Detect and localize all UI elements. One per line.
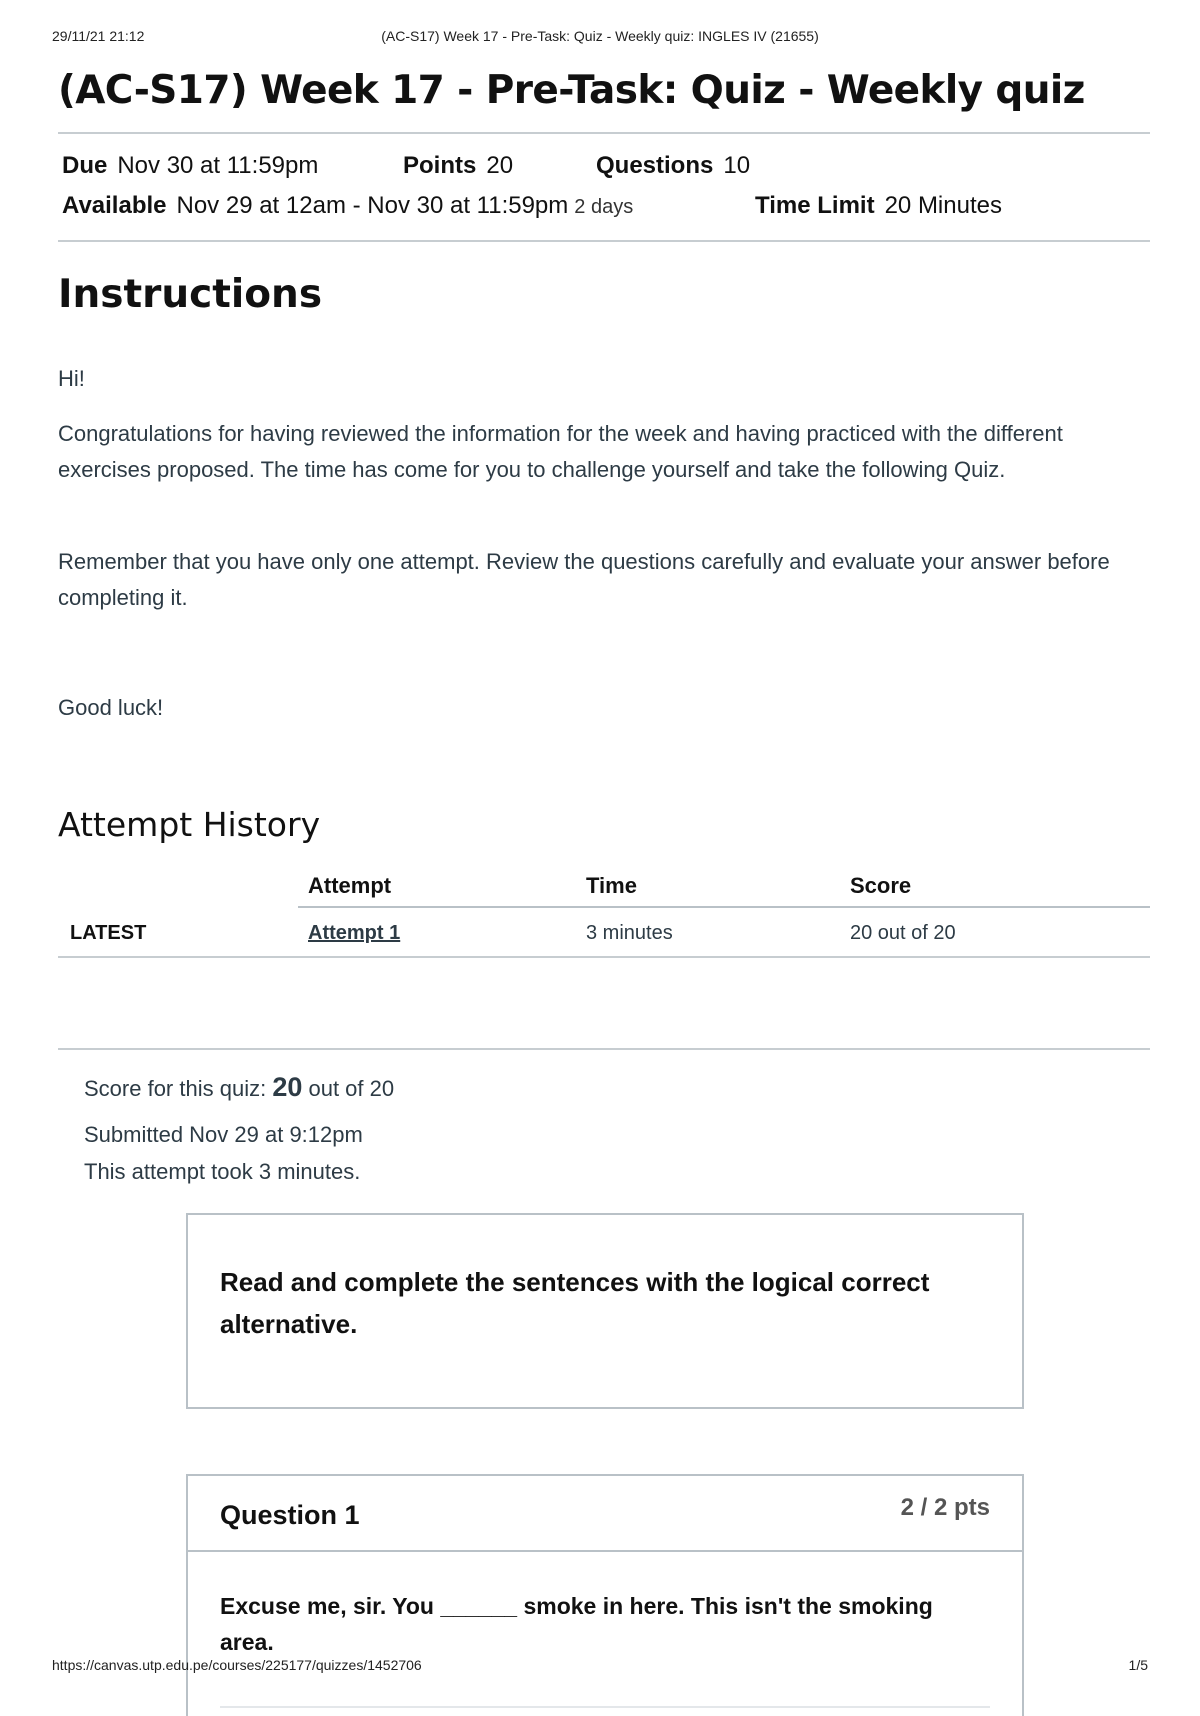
score-value: 20 xyxy=(272,1072,303,1102)
available-label: Available xyxy=(62,192,167,219)
questions-value: 10 xyxy=(723,152,751,179)
instructions-closing: Good luck! xyxy=(58,695,164,720)
row-label-latest: LATEST xyxy=(70,922,147,944)
quiz-details xyxy=(58,132,1150,242)
table-row xyxy=(58,908,1150,958)
intro-text-box xyxy=(186,1213,1024,1409)
score-suffix: out of 20 xyxy=(308,1076,395,1101)
print-date: 29/11/21 21:12 xyxy=(52,28,145,44)
time-limit-label: Time Limit xyxy=(755,192,875,219)
intro-text: Read and complete the sentences with the logical correct alternative. xyxy=(220,1267,930,1339)
print-url: https://canvas.utp.edu.pe/courses/225177/quizzes/1452706 xyxy=(52,1657,422,1673)
column-header-attempt: Attempt xyxy=(308,873,392,898)
page-number: 1/5 xyxy=(1128,1657,1148,1673)
questions-label: Questions xyxy=(596,152,714,179)
available-value: Nov 29 at 12am - Nov 30 at 11:59pm xyxy=(176,192,569,219)
time-limit xyxy=(755,192,1002,220)
attempt-history-heading: Attempt History xyxy=(58,805,321,844)
questions-count xyxy=(596,152,750,180)
question-1-text: Excuse me, sir. You ______ smoke in here. This isn't the smoking area. xyxy=(220,1593,933,1655)
column-header-time: Time xyxy=(586,873,637,898)
question-1-title: Question 1 xyxy=(220,1500,360,1530)
score-prefix: Score for this quiz: xyxy=(84,1076,267,1101)
time-limit-value: 20 Minutes xyxy=(884,192,1002,219)
attempt-history-table xyxy=(58,858,1150,958)
print-page-title: (AC-S17) Week 17 - Pre-Task: Quiz - Weekly quiz: INGLES IV (21655) xyxy=(381,28,819,44)
column-header-score: Score xyxy=(850,873,912,898)
question-1-points: 2 / 2 pts xyxy=(900,1494,990,1521)
availability xyxy=(62,192,633,220)
available-duration: 2 days xyxy=(574,196,634,218)
section-divider xyxy=(58,1048,1150,1050)
instructions-heading: Instructions xyxy=(58,272,323,317)
points-value: 20 xyxy=(486,152,514,179)
quiz-score xyxy=(84,1072,394,1103)
instructions-paragraph-2: Remember that you have only one attempt. Review the questions carefully and evaluate your answer before completing it. xyxy=(58,549,1110,610)
instructions-paragraph-1: Congratulations for having reviewed the information for the week and having practiced with the different exercises proposed. The time has come for you to challenge yourself and take the following Quiz. xyxy=(58,421,1063,482)
question-1-header xyxy=(188,1476,1022,1552)
attempt-time: 3 minutes xyxy=(586,922,673,944)
attempt-duration: This attempt took 3 minutes. xyxy=(84,1159,361,1184)
submitted-time: Submitted Nov 29 at 9:12pm xyxy=(84,1122,363,1147)
instructions-greeting: Hi! xyxy=(58,366,85,391)
question-1-card xyxy=(186,1474,1024,1716)
attempt-score: 20 out of 20 xyxy=(850,922,956,944)
page-title: (AC-S17) Week 17 - Pre-Task: Quiz - Weekly quiz xyxy=(58,68,1085,113)
attempt-1-link[interactable]: Attempt 1 xyxy=(308,922,401,944)
due-label: Due xyxy=(62,152,108,179)
due-date xyxy=(62,152,318,180)
question-1-separator xyxy=(220,1706,990,1708)
due-value: Nov 30 at 11:59pm xyxy=(117,152,319,179)
points xyxy=(403,152,513,180)
points-label: Points xyxy=(403,152,477,179)
table-header xyxy=(58,858,1150,908)
quiz-content xyxy=(58,60,1150,1655)
